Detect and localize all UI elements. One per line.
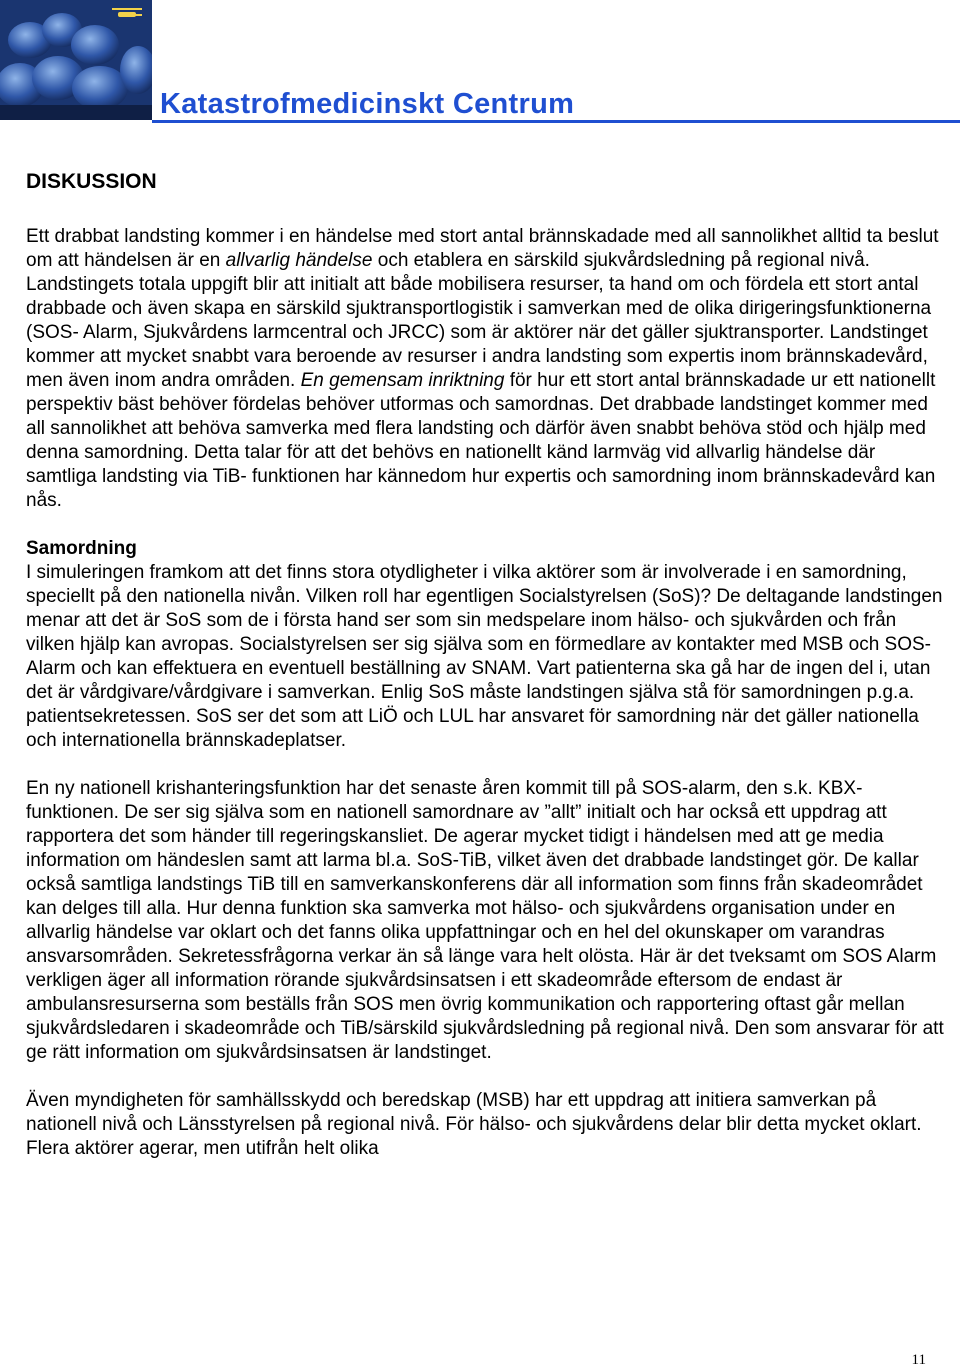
paragraph-4: Även myndigheten för samhällsskydd och beredskap (MSB) har ett uppdrag att initiera samverkan på nationell nivå och Länsstyrelsen på regional nivå. För hälso- och sjukvårdens delar blir detta mycket oklart. Flera aktörer agerar, men utifrån helt olika [26,1090,922,1159]
header-divider [152,120,960,123]
italic-phrase-gemensam-inriktning: En gemensam inriktning [300,370,505,391]
section-heading: DISKUSSION [26,170,157,193]
paragraph-1-text-b: och etablera en särskild sjukvårdsledning på regional nivå. Landstingets totala uppgift blir att initialt att både mobilisera resurser, ta hand om och fördela ett stort antal drabbade och även skapa en särskild sjuktransportlogistik i samverkan med de olika dirigeringsfunktionerna (SOS- Alarm, Sjukvårdens larmcentral och JRCC) som är aktörer när det gäller sjuktransporter. Landstinget kommer att mycket snabbt vara beroende av resurser i andra landsting som expertis inom brännskadevård, men även inom andra områden. [26,250,932,391]
paragraph-1-text-c: för hur ett stort antal brännskadade ur ett nationellt perspektiv bäst behöver fördelas behöver utformas och samordnas. Det drabbade landstinget kommer med all sannolikhet att behöva samverka med flera landsting och därför även snabbt behöva stöd och hjälp med denna samordning. Detta talar för att det behövs en nationellt känd larmväg vid allvarlig händelse där samtliga landsting via TiB- funktionen har kännedom hur expertis och samordning inom brännskadevård kan nås. [26,370,936,511]
paragraph-1 [26,225,946,513]
paragraph-3: En ny nationell krishanteringsfunktion har det senaste åren kommit till på SOS-alarm, den s.k. KBX- funktionen. De ser sig själva som en nationell samordnare av ”allt” initialt och har också ett uppdrag att rapportera det som händer till regeringskansliet. De agerar mycket tidigt i händelsen med att ge media information om händeslen samt att larma bl.a. SoS-TiB, vilket även det drabbade landstinget gör. De kallar också samtliga landstings TiB till en samverkanskonferens där all information som finns från skadeområdet kan delges till alla. Hur denna funktion ska samverka mot hälso- och sjukvårdens organisation under en allvarlig händelse var oklart och det fanns olika uppfattningar och en hel del okunskaper om varandras ansvarsområden. Sekretessfrågorna verkar än så länge vara helt olösta. Här är det tveksamt om SOS Alarm verkligen äger all information rörande sjukvårdsinsatsen i ett skadeområde eftersom de endast är ambulansresurserna som beställs från SOS men övrig kommunikation och rapportering oftast går mellan sjukvårdsledaren i skadeområde och TiB/särskild sjukvårdsledning på regional nivå. Den som ansvarar för att ge rätt information om sjukvårdsinsatsen är landstinget. [26,778,944,1063]
medical-team-helicopter-icon [0,0,152,120]
italic-phrase-allvarlig-handelse: allvarlig händelse [225,250,373,271]
subheading-samordning: Samordning [26,538,137,559]
page-number: 11 [911,1352,926,1368]
header-title: Katastrofmedicinskt Centrum [160,88,575,120]
spacer [26,753,946,777]
spacer [26,1065,946,1089]
spacer [26,513,946,537]
organization-logo [0,0,152,120]
paragraph-1-text-a: Ett drabbat landsting kommer i en händelse med stort antal brännskadade med all sannolikhet alltid ta beslut om att händelsen är en [26,226,939,271]
paragraph-2: I simuleringen framkom att det finns stora otydligheter i vilka aktörer som är involverade i en samordning, speciellt på den nationella nivån. Vilken roll har egentligen Socialstyrelsen (SoS)? De deltagande landstingen menar att det är SoS som de i första hand ser som sin medspelare inom hälso- och sjukvården och från vilken hjälp kan avropas. Socialstyrelsen ser sig själva som en förmedlare av kontakter med MSB och SOS- Alarm och kan effektuera en eventuell beställning av SNAM. Vart patienterna ska gå har de ingen del i, utan det är vårdgivare/vårdgivare i samverkan. Enlig SoS måste landstingen själva stå för samordningen p.g.a. patientsekretessen. SoS ser det som att LiÖ och LUL har ansvaret för samordning när det gäller nationella och internationella brännskadeplatser. [26,562,943,751]
document-body [26,168,946,1161]
